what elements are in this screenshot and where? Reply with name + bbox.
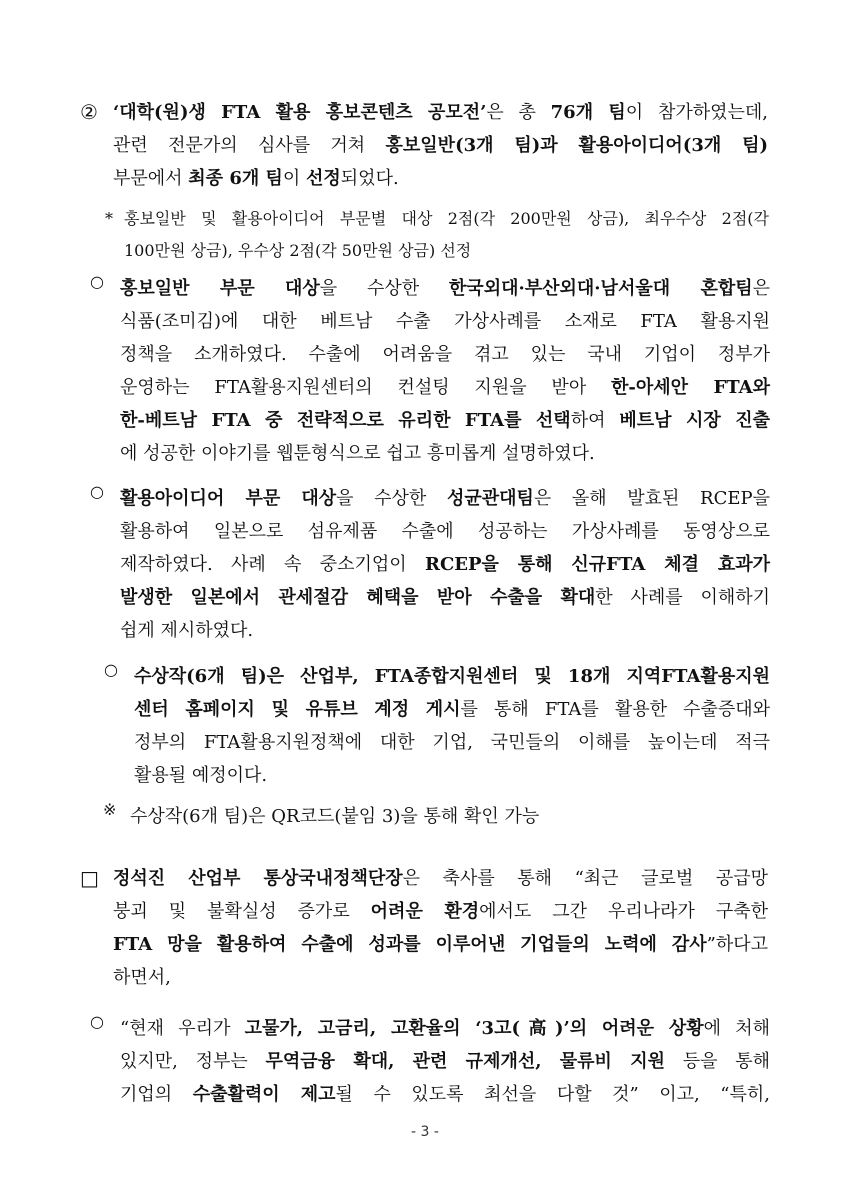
- bullet-circle-marker: ○: [90, 482, 104, 501]
- text-run: 를 통해 FTA를 활용한 수출증대와: [460, 699, 770, 720]
- text-line: [124, 203, 769, 235]
- text-run: 에 성공한 이야기를 웹툰형식으로 쉽고 흥미롭게 설명하였다.: [120, 443, 595, 464]
- text-line: [120, 482, 770, 515]
- paragraph-awards-publication: [104, 660, 770, 792]
- text-line: [113, 862, 768, 895]
- text-run: 있지만, 정부는: [120, 1051, 266, 1072]
- circled-number-marker: ②: [80, 100, 98, 124]
- text-line: [120, 437, 770, 470]
- text-line: [120, 581, 770, 614]
- text-line: [120, 272, 770, 305]
- text-run: 활용하여 일본으로 섬유제품 수출에 성공하는 가상사례를 동영상으로: [120, 521, 770, 542]
- bold-text-run: 한-아세안 FTA와: [611, 377, 770, 398]
- text-run: 에서도 그간 우리나라가 구축한: [479, 901, 768, 922]
- text-run: ”하다고: [706, 934, 768, 955]
- paragraph-government-support: [90, 1012, 770, 1111]
- bold-text-run: 홍보일반(3개 팀)과 활용아이디어(3개 팀): [385, 135, 769, 156]
- text-line: [120, 1045, 770, 1078]
- asterisk-marker: *: [105, 209, 113, 228]
- bold-text-run: 성균관대팀: [446, 488, 534, 509]
- bullet-circle-marker: ○: [104, 660, 118, 679]
- text-line: [134, 759, 770, 792]
- text-line: [120, 404, 770, 437]
- page-number: - 3 -: [411, 1124, 439, 1140]
- text-run: 은: [752, 278, 770, 299]
- bold-text-run: 정석진 산업부 통상국내정책단장: [113, 868, 403, 889]
- text-run: 될 수 있도록 최선을 다할 것” 이고, “특히,: [335, 1084, 771, 1105]
- bold-text-run: 수출활력이 제고: [192, 1084, 336, 1105]
- text-line: [130, 800, 690, 833]
- square-bullet-marker: □: [80, 866, 99, 890]
- text-line: [113, 162, 768, 195]
- bold-text-run: RCEP을 통해 신규FTA 체결 효과가: [425, 554, 770, 575]
- paragraph-director-speech: [80, 862, 768, 994]
- bold-text-run: 어려운 환경: [370, 901, 480, 922]
- text-run: 기업의: [120, 1084, 193, 1105]
- text-run: 등을 통해: [664, 1051, 770, 1072]
- bold-text-run: 수상작(6개 팀)은 산업부, FTA종합지원센터 및 18개 지역FTA활용지원: [134, 666, 770, 687]
- text-line: [134, 660, 770, 693]
- text-run: 에 처해: [703, 1018, 770, 1039]
- text-run: 정책을 소개하였다. 수출에 어려움을 겪고 있는 국내 기업이 정부가: [120, 344, 770, 365]
- text-run: 은 총: [486, 102, 551, 123]
- text-line: [113, 928, 768, 961]
- text-run: 식품(조미김)에 대한 베트남 수출 가상사례를 소재로 FTA 활용지원: [120, 311, 770, 332]
- bold-text-run: 센터 홈페이지 및 유튜브 계정 게시: [134, 699, 461, 720]
- text-run: 이: [282, 168, 307, 189]
- text-line: [113, 129, 768, 162]
- text-line: [124, 235, 769, 267]
- bold-text-run: 최종 6개 팀: [188, 168, 283, 189]
- text-run: 정부의 FTA활용지원정책에 대한 기업, 국민들의 이해를 높이는데 적극: [134, 732, 770, 753]
- note-qr-code: [103, 800, 690, 833]
- bullet-circle-marker: ○: [90, 272, 104, 291]
- bold-text-run: FTA 망을 활용하여 수출에 성과를 이루어낸 기업들의 노력에 감사: [113, 934, 707, 955]
- reference-mark: ※: [103, 800, 117, 819]
- bold-text-run: 한-베트남 FTA 중 전략적으로 유리한 FTA를 선택: [120, 410, 571, 431]
- bold-text-run: 고물가, 고금리, 고환율의 ‘3고(高)’의 어려운 상황: [244, 1018, 704, 1039]
- text-line: [120, 371, 770, 404]
- text-line: [120, 548, 770, 581]
- text-line: [113, 895, 768, 928]
- paragraph-idea-grand-prize: [90, 482, 770, 647]
- text-run: 수상작(6개 팀)은 QR코드(붙임 3)을 통해 확인 가능: [130, 806, 540, 827]
- text-line: [120, 1012, 770, 1045]
- text-run: 은 올해 발효된 RCEP을: [533, 488, 770, 509]
- bold-text-run: ‘대학(원)생 FTA 활용 홍보콘텐츠 공모전’: [113, 102, 487, 123]
- text-run: 하여: [570, 410, 620, 431]
- text-run: 을 수상한: [336, 488, 447, 509]
- bold-text-run: 발생한 일본에서 관세절감 혜택을 받아 수출을 확대: [120, 587, 596, 608]
- text-run: “현재 우리가: [120, 1018, 245, 1039]
- bold-text-run: 선정: [306, 168, 341, 189]
- note-prize-details: [105, 203, 769, 267]
- text-run: 되었다.: [340, 168, 399, 189]
- text-line: [120, 1078, 770, 1111]
- text-run: 이 참가하였는데,: [625, 102, 768, 123]
- text-run: 제작하였다. 사례 속 중소기업이: [120, 554, 425, 575]
- text-line: [134, 693, 770, 726]
- text-run: 운영하는 FTA활용지원센터의 컨설팅 지원을 받아: [120, 377, 612, 398]
- text-run: 100만원 상금), 우수상 2점(각 50만원 상금) 선정: [124, 241, 472, 260]
- text-line: [120, 515, 770, 548]
- text-run: 한 사례를 이해하기: [595, 587, 771, 608]
- bold-text-run: 홍보일반 부문 대상: [120, 278, 320, 299]
- paragraph-contest-result: [80, 96, 768, 195]
- paragraph-promotion-grand-prize: [90, 272, 770, 470]
- text-line: [120, 338, 770, 371]
- bold-text-run: 무역금융 확대, 관련 규제개선, 물류비 지원: [265, 1051, 665, 1072]
- text-line: [120, 614, 770, 647]
- text-run: 을 수상한: [319, 278, 449, 299]
- bold-text-run: 활용아이디어 부문 대상: [120, 488, 337, 509]
- text-run: 하면서,: [113, 967, 171, 988]
- text-run: 홍보일반 및 활용아이디어 부문별 대상 2점(각 200만원 상금), 최우수상 2점(각: [124, 209, 769, 228]
- text-line: [113, 961, 768, 994]
- text-run: 붕괴 및 불확실성 증가로: [113, 901, 371, 922]
- bullet-circle-marker: ○: [90, 1012, 104, 1031]
- text-run: 관련 전문가의 심사를 거쳐: [113, 135, 386, 156]
- text-run: 은 축사를 통해 “최근 글로벌 공급망: [402, 868, 768, 889]
- text-run: 쉽게 제시하였다.: [120, 620, 254, 641]
- text-line: [113, 96, 768, 129]
- bold-text-run: 베트남 시장 진출: [619, 410, 771, 431]
- text-line: [134, 726, 770, 759]
- text-run: 활용될 예정이다.: [134, 765, 268, 786]
- text-run: 부문에서: [113, 168, 189, 189]
- text-line: [120, 305, 770, 338]
- bold-text-run: 한국외대·부산외대·남서울대 혼합팀: [448, 278, 753, 299]
- bold-text-run: 76개 팀: [550, 102, 626, 123]
